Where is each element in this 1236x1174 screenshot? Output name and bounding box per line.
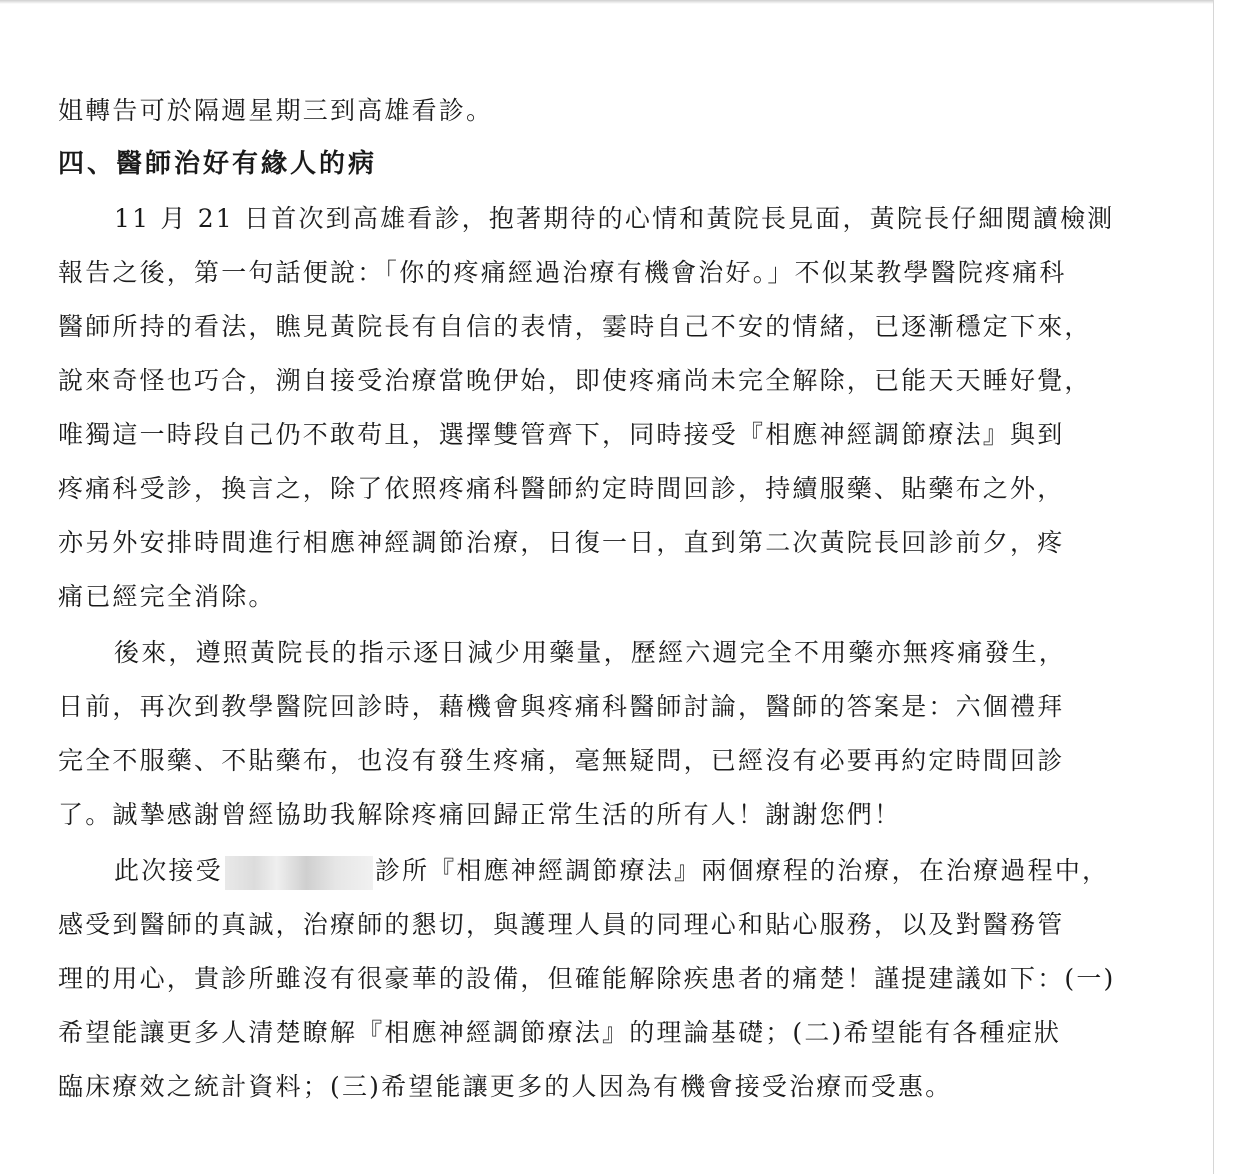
scan-top-edge: [0, 0, 1236, 4]
scan-right-edge: [1213, 0, 1236, 1174]
text-line: 姐轉告可於隔週星期三到高雄看診。: [58, 96, 494, 125]
text-line: 後來，遵照黃院長的指示逐日減少用藥量，歷經六週完全不用藥亦無疼痛發生，: [114, 638, 1067, 667]
text-line: 醫師所持的看法，瞧見黃院長有自信的表情，霎時自己不安的情緒，已逐漸穩定下來，: [58, 312, 1092, 341]
text-line: 亦另外安排時間進行相應神經調節治療，日復一日，直到第二次黃院長回診前夕，疼: [58, 528, 1065, 557]
text-line: 11 月 21 日首次到高雄看診，抱著期待的心情和黃院長見面，黃院長仔細閱讀檢測: [114, 204, 1115, 233]
text-line: 完全不服藥、不貼藥布，也沒有發生疼痛，毫無疑問，已經沒有必要再約定時間回診: [58, 746, 1065, 775]
text-line: 感受到醫師的真誠，治療師的懇切，與護理人員的同理心和貼心服務，以及對醫務管: [58, 910, 1065, 939]
text-line: 日前，再次到教學醫院回診時，藉機會與疼痛科醫師討論，醫師的答案是：六個禮拜: [58, 692, 1065, 721]
text-line: 希望能讓更多人清楚瞭解『相應神經調節療法』的理論基礎；(二)希望能有各種症狀: [58, 1018, 1062, 1047]
text-line: 疼痛科受診，換言之，除了依照疼痛科醫師約定時間回診，持續服藥、貼藥布之外，: [58, 474, 1065, 503]
text-line: 報告之後，第一句話便說：「你的疼痛經過治療有機會治好。」不似某教學醫院疼痛科: [58, 258, 1067, 287]
section-heading: 四、醫師治好有緣人的病: [58, 149, 378, 179]
text-fragment: 診所『相應神經調節療法』兩個療程的治療，在治療過程中，: [374, 856, 1110, 885]
text-line-with-redaction: [58, 844, 1158, 898]
text-line: 痛已經完全消除。: [58, 582, 276, 611]
text-line: 唯獨這一時段自己仍不敢苟且，選擇雙管齊下，同時接受『相應神經調節療法』與到: [58, 420, 1065, 449]
document-page: [58, 84, 1158, 1114]
redacted-clinic-name: [225, 856, 373, 890]
text-fragment: 此次接受: [114, 856, 223, 885]
text-line: 說來奇怪也巧合，溯自接受治療當晚伊始，即使疼痛尚未完全解除，已能天天睡好覺，: [58, 366, 1092, 395]
text-line: 理的用心，貴診所雖沒有很豪華的設備，但確能解除疾患者的痛楚！謹提建議如下：(一): [58, 964, 1116, 993]
text-line: 臨床療效之統計資料；(三)希望能讓更多的人因為有機會接受治療而受惠。: [58, 1072, 953, 1101]
text-line: 了。誠摯感謝曾經協助我解除疼痛回歸正常生活的所有人！謝謝您們！: [58, 800, 902, 829]
